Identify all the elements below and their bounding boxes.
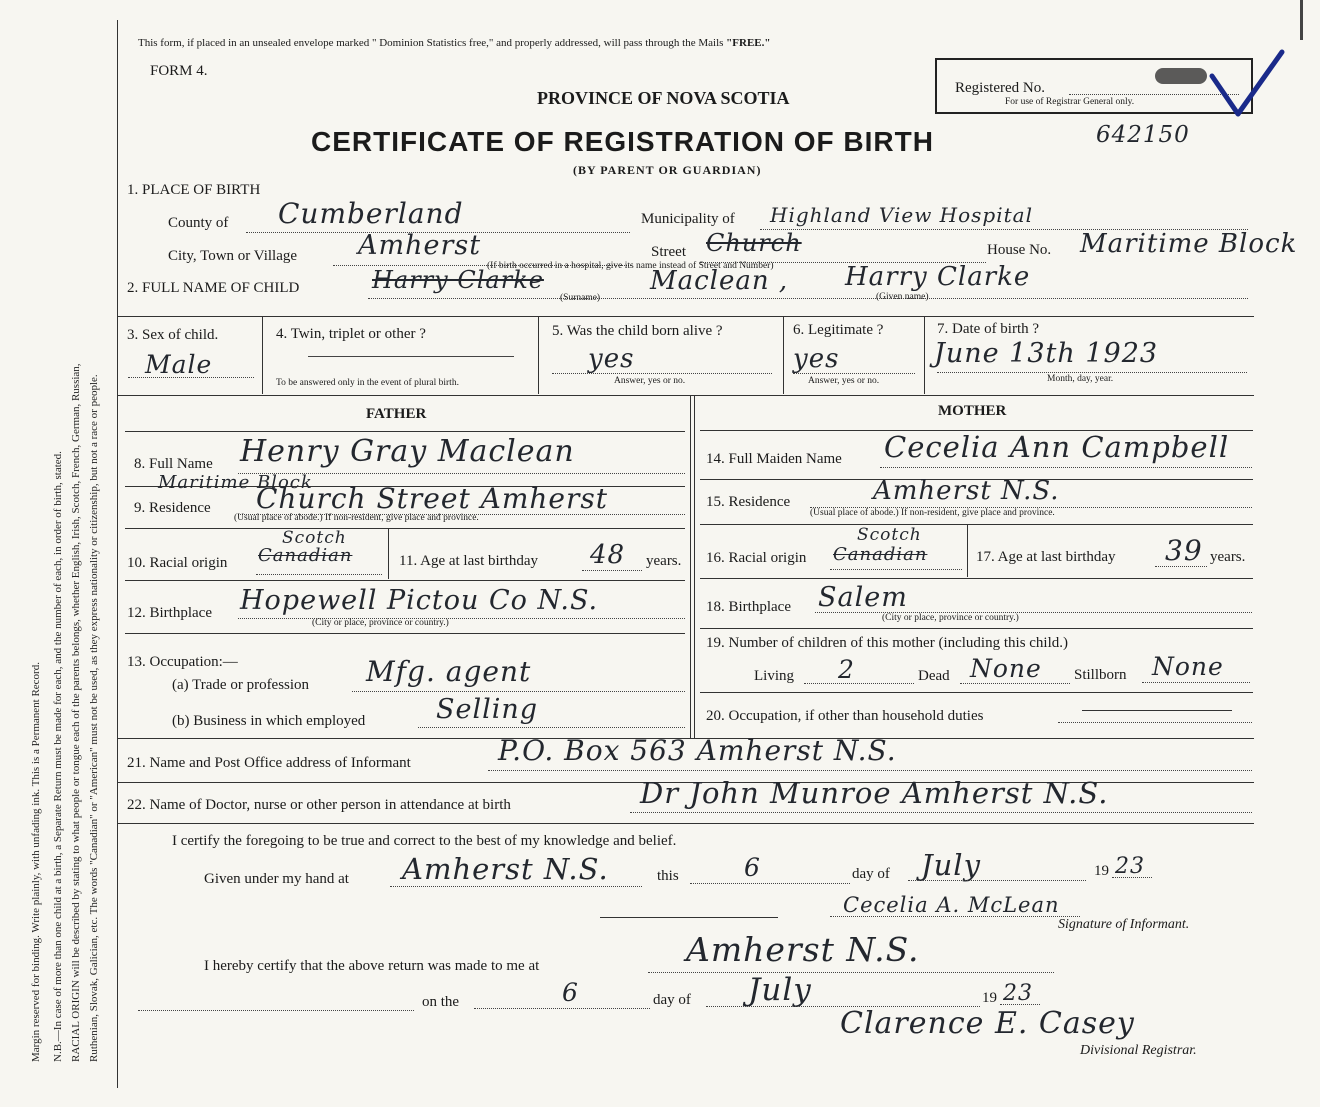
informant-value: P.O. Box 563 Amherst N.S. [498, 734, 897, 767]
mother-birthplace-value: Salem [818, 582, 908, 613]
father-name-label: 8. Full Name [134, 456, 213, 472]
father-age-value: 48 [590, 540, 626, 570]
born-alive-value: yes [588, 344, 635, 374]
registrar-day-value: 6 [562, 978, 579, 1007]
mother-race-value: Scotch [857, 525, 922, 545]
children-stillborn-label: Stillborn [1074, 667, 1127, 683]
twin-note: To be answered only in the event of plural birth. [276, 378, 459, 388]
county-label: County of [168, 215, 229, 231]
father-residence-value: Church Street Amherst [256, 482, 608, 515]
registrar-year-prefix: 19 [982, 990, 997, 1006]
province-heading: PROVINCE OF NOVA SCOTIA [537, 88, 790, 108]
father-residence-note: (Usual place of abode.) If non-resident, give place and province. [234, 513, 479, 523]
registrar-month-value: July [748, 972, 812, 1008]
legitimate-note: Answer, yes or no. [808, 376, 880, 386]
date-of-birth-label: 7. Date of birth ? [937, 321, 1040, 337]
registrar-day-of-label: day of [653, 992, 691, 1008]
day-of-label: day of [852, 866, 890, 882]
mail-note: This form, if placed in an unsealed envelope marked " Dominion Statistics free," and properly addressed, will pass through the Mails "FREE." [138, 37, 771, 49]
cert-year-value: 23 [1115, 854, 1145, 879]
mother-birthplace-note: (City or place, province or country.) [882, 613, 1019, 623]
mother-name-label: 14. Full Maiden Name [706, 451, 842, 467]
mother-age-years: years. [1210, 549, 1246, 565]
informant-signature: Cecelia A. McLean [843, 893, 1060, 917]
twin-label: 4. Twin, triplet or other ? [276, 326, 426, 342]
doctor-label: 22. Name of Doctor, nurse or other person in attendance at birth [127, 797, 511, 813]
father-race-value: Scotch [282, 528, 347, 548]
registered-no-note: For use of Registrar General only. [1005, 97, 1135, 107]
margin-note-racial: RACIAL ORIGIN will be described by stating to what people or tongue each of the parents belongs, whether English, Irish, Scotch, French, German, Russian, [70, 363, 82, 1062]
sex-value: Male [145, 350, 213, 379]
mother-age-label: 17. Age at last birthday [976, 549, 1116, 565]
date-of-birth-note: Month, day, year. [1047, 374, 1114, 384]
father-birthplace-label: 12. Birthplace [127, 605, 212, 621]
father-heading: FATHER [366, 406, 427, 422]
signature-informant-caption: Signature of Informant. [1058, 917, 1190, 932]
hospital-note: (If birth occurred in a hospital, give its name instead of Street and Number) [487, 261, 774, 271]
municipality-label: Municipality of [641, 211, 735, 227]
father-race-struck: Canadian [258, 545, 353, 566]
surname-caption: (Surname) [560, 293, 601, 303]
father-residence-above: Maritime Block [158, 472, 313, 493]
page-subtitle: (BY PARENT OR GUARDIAN) [573, 163, 762, 177]
father-name-value: Henry Gray Maclean [240, 434, 575, 469]
registered-no-label: Registered No. [955, 80, 1045, 96]
legitimate-label: 6. Legitimate ? [793, 322, 884, 338]
city-value: Amherst [358, 230, 482, 261]
house-no-value: Maritime Block [1080, 229, 1298, 259]
father-race-label: 10. Racial origin [127, 555, 228, 571]
divisional-registrar-caption: Divisional Registrar. [1080, 1043, 1197, 1058]
father-business-value: Selling [436, 694, 539, 725]
city-label: City, Town or Village [168, 248, 298, 264]
father-trade-value: Mfg. agent [366, 655, 532, 688]
edge-mark [1300, 0, 1303, 40]
registrar-year-value: 23 [1003, 981, 1033, 1006]
child-surname-value: Maclean , [650, 266, 789, 296]
child-name-label: 2. FULL NAME OF CHILD [127, 280, 300, 296]
child-name-struck: Harry Clarke [372, 266, 544, 294]
father-birthplace-note: (City or place, province or country.) [312, 618, 449, 628]
cert-day-value: 6 [744, 853, 761, 882]
this-label: this [657, 868, 679, 884]
redaction-scribble [1155, 68, 1207, 84]
cert-year-prefix: 19 [1094, 863, 1109, 879]
street-value: Church [706, 229, 802, 257]
binding-rule [117, 20, 118, 1088]
mother-residence-value: Amherst N.S. [873, 476, 1060, 506]
margin-note-racial-2: Ruthenian, Slovak, Galician, etc. The words "Canadian" or "American" must not be used, as they express nationality or citizenship, but not a race or people. [88, 374, 100, 1062]
registrar-place-value: Amherst N.S. [686, 930, 920, 969]
registrar-certify-label: I hereby certify that the above return was made to me at [204, 958, 540, 974]
mother-age-value: 39 [1165, 534, 1203, 567]
page-title: CERTIFICATE OF REGISTRATION OF BIRTH [311, 126, 934, 157]
margin-note-plural: N.B.—In case of more than one child at a birth, a Separate Return must be made for each, and the number of each, in order of birth, stated. [52, 451, 64, 1062]
mother-race-label: 16. Racial origin [706, 550, 807, 566]
legitimate-value: yes [793, 344, 840, 374]
children-stillborn-value: None [1152, 652, 1224, 681]
born-alive-note: Answer, yes or no. [614, 376, 686, 386]
mother-race-struck: Canadian [833, 544, 928, 565]
father-occupation-label: 13. Occupation:— [127, 654, 238, 670]
place-of-birth-label: 1. PLACE OF BIRTH [127, 182, 261, 198]
given-under-label: Given under my hand at [204, 871, 349, 887]
on-the-label: on the [422, 994, 460, 1010]
children-dead-value: None [970, 654, 1042, 683]
given-place-value: Amherst N.S. [402, 852, 609, 886]
children-living-label: Living [754, 668, 794, 684]
form-number: FORM 4. [150, 63, 208, 79]
county-value: Cumberland [278, 197, 464, 230]
check-mark-icon [1208, 48, 1288, 120]
mother-children-label: 19. Number of children of this mother (including this child.) [706, 635, 1069, 651]
mother-residence-label: 15. Residence [706, 494, 791, 510]
house-no-label: House No. [987, 242, 1052, 258]
doctor-value: Dr John Munroe Amherst N.S. [640, 776, 1109, 810]
mother-occupation-label: 20. Occupation, if other than household duties [706, 708, 984, 724]
born-alive-label: 5. Was the child born alive ? [552, 323, 723, 339]
binding-margin [0, 0, 112, 1107]
certification-statement: I certify the foregoing to be true and correct to the best of my knowledge and belief. [172, 833, 677, 849]
father-birthplace-value: Hopewell Pictou Co N.S. [240, 585, 599, 616]
margin-note-binding: Margin reserved for binding. Write plainly, with unfading ink. This is a Permanent Record. [30, 662, 42, 1062]
given-name-caption: (Given name) [876, 292, 929, 302]
father-age-years: years. [646, 553, 682, 569]
father-residence-label: 9. Residence [134, 500, 211, 516]
registrar-signature: Clarence E. Casey [840, 1006, 1135, 1041]
sex-label: 3. Sex of child. [127, 327, 219, 343]
mother-residence-note: (Usual place of abode.) If non-resident, give place and province. [810, 508, 1055, 518]
street-label: Street [651, 244, 686, 260]
municipality-value: Highland View Hospital [770, 203, 1033, 227]
father-business-label: (b) Business in which employed [172, 713, 366, 729]
informant-label: 21. Name and Post Office address of Informant [127, 755, 411, 771]
child-given-name-value: Harry Clarke [845, 262, 1031, 292]
father-trade-label: (a) Trade or profession [172, 677, 310, 693]
date-of-birth-value: June 13th 1923 [934, 338, 1159, 369]
father-age-label: 11. Age at last birthday [399, 553, 538, 569]
mother-heading: MOTHER [938, 403, 1007, 419]
children-dead-label: Dead [918, 668, 950, 684]
registered-no-box [935, 58, 1253, 114]
mother-name-value: Cecelia Ann Campbell [884, 430, 1230, 464]
mother-birthplace-label: 18. Birthplace [706, 599, 791, 615]
children-living-value: 2 [838, 655, 855, 684]
cert-month-value: July [921, 848, 981, 882]
handwritten-register-number: 642150 [1096, 122, 1190, 148]
